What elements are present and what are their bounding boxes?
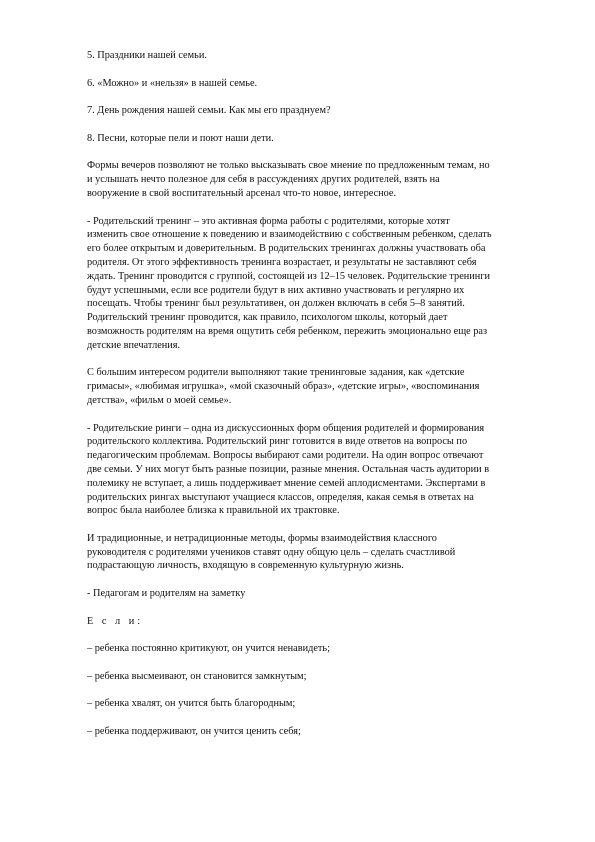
text-line: подрастающую личность, входящую в современную культурную жизнь. bbox=[87, 560, 404, 572]
text-line: изменить свое отношение к поведению и взаимодействию с собственным ребенком, сделать bbox=[87, 229, 492, 241]
note-heading: - Педагогам и родителям на заметку bbox=[87, 588, 246, 600]
text-line: руководителя с родителями учеников ставят одну общую цель – сделать счастливой bbox=[87, 546, 456, 558]
text-line: и услышать нечто полезное для себя в рассуждениях других родителей, взять на bbox=[87, 174, 440, 186]
text-line: гримасы», «любимая игрушка», «мой сказочный образ», «детские игры», «воспоминания bbox=[87, 381, 480, 393]
text-line: полемику не вступает, а лишь поддерживает мнение семей аплодисментами. Экспертами в bbox=[87, 477, 486, 489]
paragraph-training-tasks bbox=[87, 366, 510, 407]
list-item-holidays: 5. Праздники нашей семьи. bbox=[87, 50, 207, 61]
paragraph-evenings bbox=[87, 159, 510, 200]
paragraph-methods bbox=[87, 532, 510, 573]
paragraph-parent-training bbox=[87, 215, 510, 353]
text-line: посещать. Чтобы тренинг был результативен, он должен включать в себя 5–8 занятий. bbox=[87, 298, 465, 310]
text-line: родителя. От этого эффективность тренинга возрастает, и результаты не заставляют себя bbox=[87, 256, 477, 268]
text-line: детские впечатления. bbox=[87, 339, 181, 351]
list-item-family-birthday: 7. День рождения нашей семьи. Как мы его празднуем? bbox=[87, 105, 331, 117]
text-line: возможность родителям на время ощутить себя ребенком, пережить эмоционально еще раз bbox=[87, 325, 488, 337]
list-item-allowed-forbidden: 6. «Можно» и «нельзя» в нашей семье. bbox=[87, 77, 258, 89]
text-line: Формы вечеров позволяют не только высказывать свое мнение по предложенным темам, но bbox=[87, 160, 490, 172]
text-line: вооружение в свой воспитательный арсенал что-то новое, интересное. bbox=[87, 187, 397, 199]
text-line: педагогическим проблемам. Вопросы выбирают сами родители. На один вопрос отвечают bbox=[87, 450, 484, 462]
text-line: родительского коллектива. Родительский ринг готовится в виде ответов на вопросы по bbox=[87, 436, 468, 448]
text-line: Родительский тренинг проводится, как правило, психологом школы, который дает bbox=[87, 312, 448, 324]
text-line: его более открытым и доверительным. В родительских тренингах должны участвовать оба bbox=[87, 243, 486, 255]
if-item-supported: – ребенка поддерживают, он учится ценить себя; bbox=[87, 726, 301, 738]
text-line: С большим интересом родители выполняют такие тренинговые задания, как «детские bbox=[87, 367, 465, 379]
page-content bbox=[87, 49, 510, 753]
list-item-songs: 8. Песни, которые пели и поют наши дети. bbox=[87, 132, 274, 144]
if-item-praised: – ребенка хвалят, он учится быть благородным; bbox=[87, 698, 296, 710]
if-item-ridiculed: – ребенка высмеивают, он становится замкнутым; bbox=[87, 670, 307, 682]
text-line: детства», «фильм о моей семье». bbox=[87, 394, 232, 406]
text-line: ждать. Тренинг проводится с группой, состоящей из 12–15 человек. Родительские тренинги bbox=[87, 270, 491, 282]
text-line: - Родительские ринги – одна из дискуссионных форм общения родителей и формирования bbox=[87, 422, 485, 434]
if-heading: Е с л и: bbox=[87, 615, 144, 627]
if-item-criticized: – ребенка постоянно критикуют, он учится ненавидеть; bbox=[87, 643, 330, 655]
text-line: будут успешными, если все родители будут в них активно участвовать и регулярно их bbox=[87, 284, 465, 296]
text-line: две семьи. У них могут быть разные позиции, разные мнения. Остальная часть аудитории в bbox=[87, 463, 490, 475]
text-line: вопрос была наиболее близка к правильной их трактовке. bbox=[87, 505, 340, 517]
paragraph-parent-rings bbox=[87, 422, 510, 519]
text-line: И традиционные, и нетрадиционные методы, формы взаимодействия классного bbox=[87, 532, 437, 544]
text-line: - Родительский тренинг – это активная форма работы с родителями, которые хотят bbox=[87, 215, 450, 227]
text-line: родительских рингах выступают учащиеся классов, определяя, какая семья в ответах на bbox=[87, 491, 474, 503]
